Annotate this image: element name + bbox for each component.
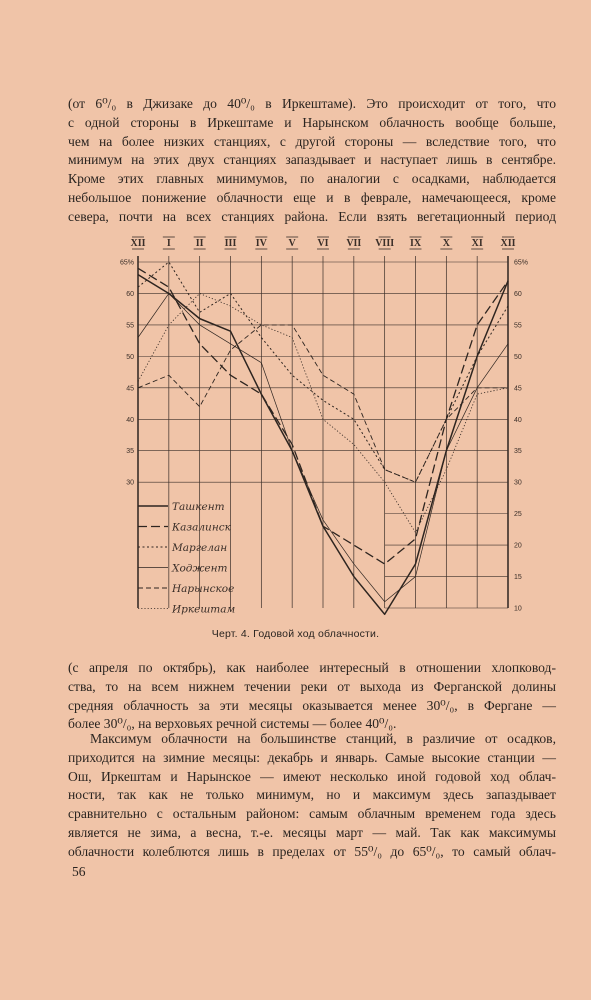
text-line: средняя облачность за эти месяцы оказывается менее 30⁰/₀, в Фергане — [68,697,556,713]
month-label: VII [346,238,362,249]
month-label: IX [409,238,422,249]
text-line: Кроме этих главных минимумов, по аналогии с осадками, наблюдается [68,171,556,187]
text-line: чем на более низких станциях, с другой стороны — вследствие того, что [68,133,556,149]
legend-label: Нарынское [172,583,235,595]
page-number: 56 [72,864,86,879]
month-label: XII [500,238,516,249]
month-label: VI [317,238,329,249]
text-line: ности, так как не только минимум, но и максимум здесь запаздывает [68,787,556,803]
y-tick-left: 40 [126,416,134,424]
y-tick-left: 65% [119,259,134,267]
legend-label: Ташкент [172,501,225,513]
paragraph-3 [68,730,556,862]
paragraph-1 [68,95,556,227]
text-line: Ош, Иркештам и Нарынское — имеют несколько иной годовой ход облач- [68,768,556,784]
month-label: VIII [375,238,395,249]
y-tick-left: 60 [126,290,134,298]
month-label: IV [255,238,267,249]
legend-label: Ходжент [172,562,228,575]
y-tick-right: 20 [514,542,522,550]
month-label: XII [130,238,146,249]
legend-label: Маргелан [172,542,228,554]
y-tick-right: 50 [514,353,522,361]
month-label: I [166,238,171,249]
y-tick-left: 55 [126,322,134,330]
text-line: ства, то на всем нижнем течении реки от выхода из Ферганской долины [68,678,556,694]
text-line: более 30⁰/₀, на верховьях речной системы — более 40⁰/₀. [68,716,397,732]
y-tick-left: 35 [126,448,134,456]
y-tick-right: 45 [514,385,522,393]
y-tick-right: 60 [514,290,522,298]
cloudiness-chart [108,228,528,628]
y-tick-left: 50 [126,353,134,361]
y-tick-right: 55 [514,322,522,330]
text-line: с одной стороны в Иркештаме и Нарынском облачность вообще больше, [68,114,556,130]
chart-legend [138,501,235,616]
text-line: является не зима, а весна, т.-е. месяцы март — май. Так как максимумы [68,824,556,840]
text-line: приходится на зимние месяцы: декабрь и январь. Самые высокие станции — [68,749,556,765]
paragraph-2 [68,659,556,734]
y-tick-right: 25 [514,511,522,519]
y-tick-right: 15 [514,574,522,582]
legend-label: Казалинск [172,521,231,534]
figure-caption: Черт. 4. Годовой ход облачности. [211,628,380,640]
text-line: севера, почти на всех станциях района. Если взять вегетационный период [68,208,556,224]
legend-label: Иркештам [172,603,236,616]
month-label: V [288,238,296,249]
y-tick-right: 35 [514,448,522,456]
month-label: III [224,238,237,249]
month-label: X [442,238,450,249]
text-line: сравнительно с остальным районом: самым облачным временем года здесь [68,806,556,822]
y-tick-left: 30 [126,479,134,487]
text-line: облачности колеблются лишь в пределах от 55⁰/₀ до 65⁰/₀, то самый облач- [68,843,556,859]
text-line: (с апреля по октябрь), как наиболее интересный в отношении хлопковод- [68,660,556,675]
text-line: минимум на этих двух станциях запаздывает и наступает лишь в сентябре. [68,152,556,168]
y-tick-right: 65% [514,259,528,267]
y-tick-right: 40 [514,416,522,424]
y-tick-right: 10 [514,605,522,613]
text-line: небольшое понижение облачности еще и в феврале, намечающееся, кроме [68,189,556,205]
text-line: (от 6⁰/₀ в Джизаке до 40⁰/₀ в Иркештаме). Это происходит от того, что [68,96,556,111]
y-tick-left: 45 [126,385,134,393]
month-label: XI [471,238,483,249]
text-line: Максимум облачности на большинстве станций, в различие от осадков, [90,731,556,746]
month-label: II [195,238,204,249]
y-tick-right: 30 [514,479,522,487]
